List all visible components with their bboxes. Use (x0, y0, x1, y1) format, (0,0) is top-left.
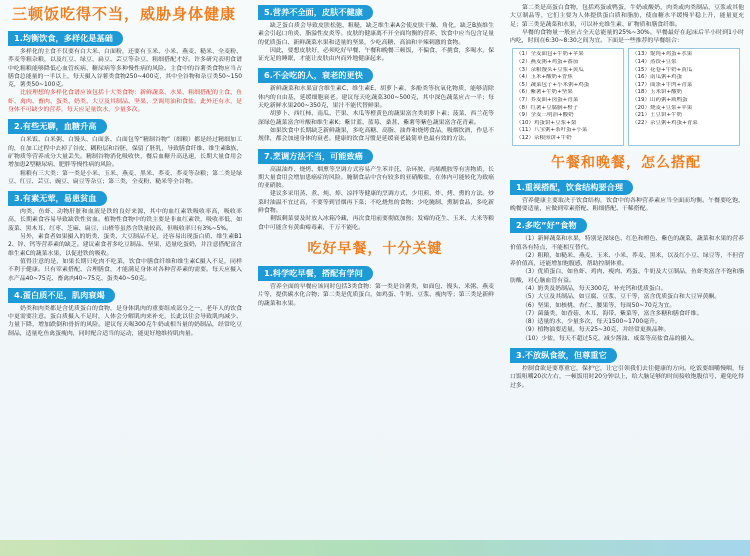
paragraph: 控制食欲是要尊重它，保护它，让它引领我们去往健康的方向。吃饭要细嚼慢咽，每口饭咀嚼20次左右，一顿饭用时20分钟以上，给大脑足够的时间接收饱腹信号，避免吃得过多。 (510, 366, 744, 389)
list-item: （9）植物油要适量，每天25~30克，并经常更换品种。 (522, 327, 670, 334)
list-item: （17）面条+牛肉+青菜 (632, 81, 693, 88)
combo-list-left (512, 48, 624, 145)
column-left (2, 0, 246, 556)
paragraph: 多样化的主食不仅要有白大米、白面粉，还要有玉米、小米、燕麦、糙米、全麦粉、荞麦等粗杂粮，以及红豆、绿豆、扁豆、芸豆等杂豆，粗细搭配才好。许多研究表明食谱中吃粗粮能够降低心血管疾病、糖尿病等多种慢性病的风险。主食中的谷薯类食物应当占膳食总能量的一半以上，每天摄入谷薯类食物250~400克，其中全谷物和杂豆类50~150克，薯类50~100克。 (8, 49, 242, 89)
paragraph: 胡萝卜、西红柿、南瓜、芒果、木瓜等橙黄色的蔬果富含类胡萝卜素；菠菜、西兰花等深绿色蔬菜富含叶酸和维生素K；紫甘蓝、蓝莓、桑葚、紫薯等紫色蔬果富含花青素。 (258, 111, 494, 126)
paragraph: 建议多采用蒸、煮、炖、焯、凉拌等健康的烹调方式，少用煎、炸、烤、熏的方法。炒菜时油温不宜过高，不要等到冒烟再下菜；不吃烧焦的食物；少吃腌制、熏制食品，多吃新鲜食物。 (258, 191, 494, 215)
section-heading: 6.不会吃的人，衰老的更快 (258, 68, 373, 83)
paragraph: 肉类、鱼虾、动物肝脏和血液是铁的良好来源，其中的血红素铁吸收率高，吸收率高，长期素食容易导致缺铁性贫血。植物性食物中的铁主要是非血红素铁，吸收率低，如菠菜、黑木耳、红枣、芝麻、扁豆、山楂等虽然含铁量较高，但吸收率只有3%~5%。 (8, 209, 242, 232)
paragraph: 营养全面的早餐应该同时包括3类食物：第一类是谷薯类，如面包、馒头、米粥、燕麦片等，提供碳水化合物；第二类是优质蛋白，如鸡蛋、牛奶、豆浆、瘦肉等；第三类是新鲜的蔬菜和水果。 (258, 283, 494, 307)
list-item: （2）燕麦粥+鸡蛋+番茄 (516, 59, 579, 66)
list-item: （12）杂粮煎饼+牛奶 (516, 135, 572, 142)
list-item: （3）杂粮馒头+豆浆+黄瓜 (516, 66, 584, 73)
paragraph-highlight (8, 89, 242, 114)
paragraph: 因此，要想皮肤好，必须吃好早餐、午餐和晚餐三顿饭，不偏食、不挑食，多喝水，保证充足的睡眠，才能让皮肤由内而外地健康起来。 (258, 47, 494, 63)
paragraph: 缺乏蛋白质会导致皮肤松弛、粗糙，缺乏维生素A会使皮肤干燥、角化，缺乏B族维生素会引起口角炎、脂溢性皮炎等。皮肤的健康离不开全面均衡的营养，饮食中应当包含足量的优质蛋白、新鲜蔬菜水果和适量的坚果，少吃高糖、高油和辛辣刺激的食物。 (258, 23, 494, 46)
list-item: （11）八宝粥+茶叶蛋+小菜 (516, 127, 588, 134)
breakfast-combo-list (512, 48, 740, 145)
paragraph: 营养健康主要取决于饮食结构，饮食中的各种营养素应当全面而均衡。午餐要吃饱，晚餐要适量，应做到荤素搭配、粗细搭配、干稀搭配。 (510, 197, 744, 212)
list-item: （4）玉米+酸奶+香蕉 (516, 74, 573, 81)
section-heading: 2.有些无聊，血糖升高 (8, 119, 107, 134)
section-heading: 1.重视搭配，饮食结构要合理 (510, 180, 633, 195)
list-item: （3）优质蛋白，如鱼虾、鸡肉、瘦肉、鸡蛋、牛奶及大豆制品，鱼虾类富含不饱和脂肪酸，对心脑血管有益。 (510, 269, 744, 284)
list-item: （1）新鲜蔬菜和水果，特别是深绿色、红色和橙色、紫色的蔬菜，蔬菜和水果的营养价值各有特点，不能相互替代。 (510, 236, 744, 251)
section-heading: 5.营养不全面，皮肤不健康 (258, 5, 373, 20)
paragraph: 早餐的食物量一般应占全天总能量的25%~30%。早餐最好在起床后半小时到1小时内吃，时间在6:30~8:30之间为宜。下面是一些推荐的早餐组合： (510, 29, 744, 45)
list-item: （1）全麦面包+牛奶+苹果 (516, 51, 584, 58)
list-item: （13）馄饨+鸡蛋+水果 (632, 51, 693, 58)
list-item: （10）少盐，每天不超过5克，减少酱油、咸菜等高盐食品的摄入。 (522, 335, 699, 342)
list-item: （9）全麦三明治+酸奶 (516, 112, 574, 119)
section-heading: 4.蛋白质不足，肌肉衰竭 (8, 288, 115, 303)
list-item: （2）粗粮，如糙米、燕麦、玉米、小米、荞麦、黑米，以及红小豆、绿豆等，不但营养价值高，还能增加饱腹感，帮助控制体重。 (510, 252, 744, 268)
list-item: （14）蒸饺+豆浆 (632, 59, 677, 66)
paragraph: 白米饭、白米粥、白馒头、白面条、白面包等“精制谷物”（细粮）都是经过精细加工的，在加工过程中去掉了谷皮、糊粉层和谷胚，保留了胚乳，导致膳食纤维、维生素B族、矿物质等营养成分大量丢失。精制谷物消化吸收快，餐后血糖升高迅速，长期大量食用会增加患2型糖尿病、肥胖等慢性病的风险。 (8, 137, 242, 169)
section-title-lunch-dinner: 午餐和晚餐，怎么搭配 (551, 154, 701, 171)
paragraph: 如果饮食中长期缺乏新鲜蔬果，多吃高糖、高脂、油炸和烧烤食品，吸烟饮酒，作息不规律，都会加速身体的衰老。健康的饮食习惯是延缓衰老最简单也最有效的方法。 (258, 127, 494, 143)
paragraph: 粗粮有三大类：第一类是小米、玉米、燕麦、黑米、荞麦、荞麦等杂粮；第二类是绿豆、红豆、芸豆、豌豆、扁豆等杂豆；第三类，全麦粉、糙米等全谷物。 (8, 170, 242, 185)
list-item: （18）玉米饼+酸奶 (632, 89, 683, 96)
combo-list-right (628, 48, 740, 145)
paragraph: 值得注意的是，如果长期只吃肉不吃菜，饮食中膳食纤维和维生素C摄入不足，同样不利于健康。只有荤素搭配、合理膳食，才能满足身体对各种营养素的需要。每天应摄入水产品40~75克、畜禽肉40~75克、蛋类40~50克。 (8, 258, 242, 282)
list-item: （6）坚果，如核桃、杏仁、腰果等，每周50~70克为宜。 (522, 302, 676, 309)
section-heading: 7.烹调方法不当，可能致癌 (258, 149, 373, 164)
good-food-list (504, 235, 748, 343)
paragraph: 剩饭剩菜要及时放入冰箱冷藏，再次食用前要彻底加热；发霉的花生、玉米、大米等粮食中可能含有黄曲霉毒素，千万不能吃。 (258, 216, 494, 231)
bottom-decoration (0, 540, 750, 556)
highlight-text: 比较理想的多样化食谱应该包括十大类食物：新鲜蔬菜、水果、粗细搭配的主食、鱼虾、禽肉、畜肉、蛋类、奶类、大豆及其制品、坚果、烹调用油和食盐。此外还有水，是身体不可缺少的营养，每天应足量饮水，少量多次。 (8, 90, 242, 114)
paragraph: 新鲜蔬菜和水果富含维生素C、维生素E、胡萝卜素、多酚类等抗氧化物质，能够清除体内的自由基，延缓细胞衰老。建议每天吃蔬菜300~500克，其中深色蔬菜应占一半；每天吃新鲜水果200~350克，果汁不能代替鲜果。 (258, 86, 494, 110)
list-item: （5）大豆及其制品，如豆腐、豆浆、豆干等，富含优质蛋白和大豆异黄酮。 (522, 294, 721, 301)
list-item: （8）适量的水，少量多次，每天1500~1700毫升。 (522, 319, 661, 326)
list-item: （16）南瓜粥+鸡蛋 (632, 74, 683, 81)
column-middle (252, 0, 498, 556)
paragraph: 第二类是高蛋白食物，包括鸡蛋或鸭蛋，牛奶或酸奶，肉类或肉类制品，豆浆或其他大豆制品等，它们主要为人体提供蛋白质和脂肪，使血糖水平缓慢平稳上升，能量更充足；第三类是蔬菜和水果，可以补充维生素、矿物质和膳食纤维。 (510, 5, 744, 28)
column-right (504, 0, 748, 556)
list-item: （10）鸡蛋饼+豆浆+梨 (516, 119, 577, 126)
list-item: （7）荞麦面+卤蛋+青菜 (516, 97, 579, 104)
main-title: 三顿饭吃得不当，威胁身体健康 (11, 5, 236, 23)
list-item: （20）烧麦+豆浆+苹果 (632, 104, 693, 111)
section-heading: 3.不放纵食欲，但尊重它 (510, 348, 617, 363)
paragraph: 奶类和肉类都是含优质蛋白的食物，是身体肌肉的重要组成部分之一，老年人的饮食中更需要注意。蛋白质摄入不足时，人体会分解肌肉来补充，长此以往会导致肌肉减少、力量下降，增加跌倒和骨折的风险。建议每天喝300克牛奶或相当量的奶制品，经常吃豆制品，适量吃鱼禽蛋瘦肉，同时配合适当的运动，能更好地维持肌肉量。 (8, 305, 242, 337)
list-item: （5）蔬菜包子+小米粥+鸡蛋 (516, 81, 590, 88)
list-item: （22）杂豆粥+鸡蛋+青菜 (632, 119, 698, 126)
list-item: （7）菌藻类，如香菇、木耳、海带、紫菜等，富含多糖和膳食纤维。 (522, 310, 703, 317)
section-heading: 1.均衡饮食，多样化是基础 (8, 31, 123, 46)
section-heading: 1.科学吃早餐，搭配有学问 (258, 266, 373, 281)
list-item: （21）土豆饼+牛奶 (632, 112, 683, 119)
list-item: （8）红薯+豆腐脑+橙子 (516, 104, 579, 111)
list-item: （4）奶类及奶制品，每天300克，补充钙和优质蛋白。 (522, 285, 667, 292)
section-title-breakfast: 吃好早餐，十分关键 (307, 240, 443, 257)
list-item: （15）花卷+牛奶+黄瓜 (632, 66, 693, 73)
list-item: （6）紫薯+牛奶+坚果 (516, 89, 573, 96)
section-heading: 2.多吃“好”食物 (510, 218, 587, 233)
section-heading: 3.有素无荤，易患贫血 (8, 191, 107, 206)
list-item: （19）山药粥+咸鸭蛋 (632, 97, 688, 104)
paragraph: 另外，素食者如果摄入的奶类、蛋类、大豆制品不足，还容易出现蛋白质、维生素B12、锌、钙等营养素的缺乏。建议素食者多吃豆制品、坚果，适量吃蛋奶，并注意搭配富含维生素C的蔬菜水果，以促进铁的吸收。 (8, 234, 242, 257)
paragraph: 高温油炸、烧烤、烟熏等烹调方式容易产生苯并芘、杂环胺、丙烯酰胺等有害物质，长期大量食用会增加患癌症的风险。腌制食品中含有较多的亚硝酸盐，在体内可能转化为致癌的亚硝胺。 (258, 166, 494, 190)
